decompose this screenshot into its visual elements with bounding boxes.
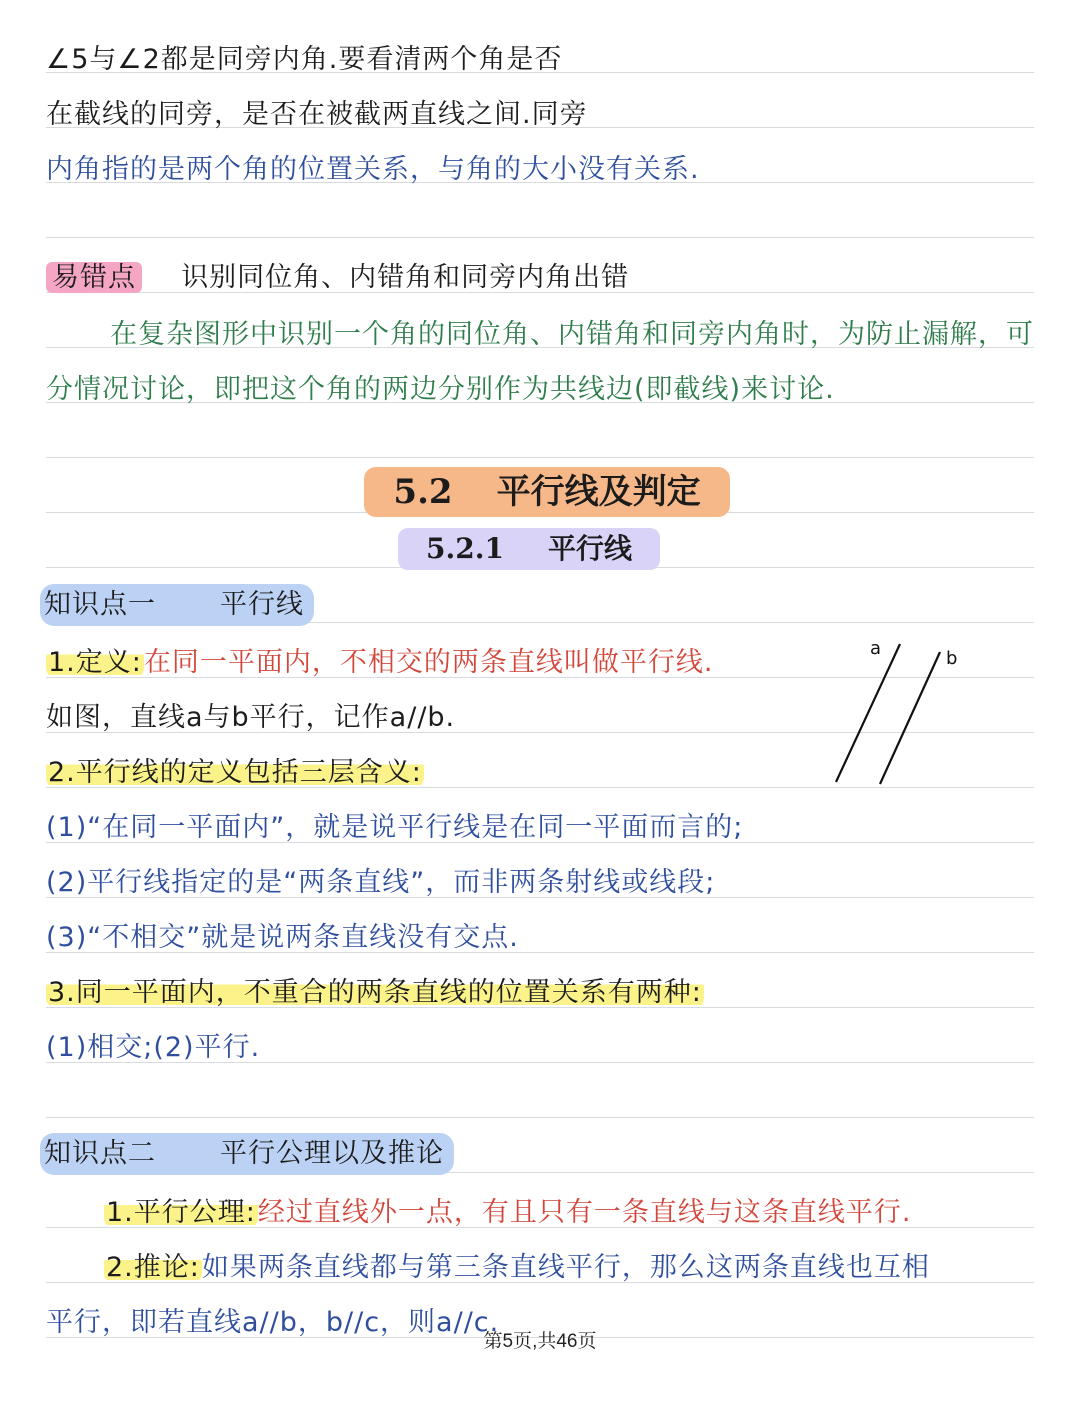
page-footer: 第5页,共46页 [483, 1331, 597, 1352]
pitfall-title: 识别同位角、内错角和同旁内角出错 [181, 262, 630, 293]
line-b [880, 652, 940, 784]
section-number: 5.2 [393, 472, 453, 512]
corollary-label: 2.推论: [106, 1252, 200, 1283]
meaning-1: (1)“在同一平面内”，就是说平行线是在同一平面而言的; [46, 812, 744, 843]
knowledge-point-1-tag [40, 584, 314, 626]
axiom-line [104, 1193, 911, 1233]
pitfall-label: 易错点 [46, 262, 142, 293]
label-a: a [870, 638, 882, 659]
meaning-2: (2)平行线指定的是“两条直线”，而非两条射线或线段; [46, 867, 716, 898]
section-title: 平行线及判定 [496, 472, 701, 512]
kp2-title: 平行公理以及推论 [220, 1138, 444, 1169]
axiom-label: 1.平行公理: [106, 1197, 256, 1228]
subsection-number: 5.2.1 [426, 532, 504, 565]
kp2-label: 知识点二 [44, 1138, 156, 1169]
ruled-line [46, 237, 1034, 238]
item-3-line [46, 973, 704, 1013]
ruled-line [46, 457, 1034, 458]
meaning-3: (3)“不相交”就是说两条直线没有交点. [46, 922, 519, 953]
pitfall-paragraph-2: 分情况讨论，即把这个角的两边分别作为共线边(即截线)来讨论. [46, 374, 835, 405]
section-heading [364, 467, 730, 517]
corollary-line-2: 平行，即若直线a//b，b//c，则a//c. [46, 1307, 500, 1338]
knowledge-point-2-tag [40, 1133, 454, 1175]
item-2-line [46, 753, 424, 793]
kp1-title: 平行线 [220, 589, 304, 620]
relation-line: (1)相交;(2)平行. [46, 1032, 261, 1063]
corollary-line [104, 1248, 930, 1288]
corollary-text: 如果两条直线都与第三条直线平行，那么这两条直线也互相 [201, 1252, 930, 1283]
subsection-heading [398, 528, 660, 570]
item-2-text: 2.平行线的定义包括三层含义: [48, 757, 422, 788]
parallel-lines-figure [820, 632, 970, 792]
subsection-title: 平行线 [547, 532, 632, 565]
label-b: b [946, 648, 958, 669]
example-line: 如图，直线a与b平行，记作a//b. [46, 702, 456, 733]
text-line-3: 内角指的是两个角的位置关系，与角的大小没有关系. [46, 154, 700, 185]
kp1-label: 知识点一 [44, 589, 156, 620]
axiom-text: 经过直线外一点，有且只有一条直线与这条直线平行. [257, 1197, 912, 1228]
text-line-1: ∠5与∠2都是同旁内角.要看清两个角是否 [46, 44, 563, 75]
pitfall-paragraph-1: 在复杂图形中识别一个角的同位角、内错角和同旁内角时，为防止漏解，可 [110, 319, 1034, 350]
pitfall-heading [46, 258, 629, 298]
ruled-line [46, 1117, 1034, 1118]
definition-line [46, 643, 713, 683]
definition-text: 在同一平面内，不相交的两条直线叫做平行线. [143, 647, 714, 678]
text-line-2: 在截线的同旁，是否在被截两直线之间.同旁 [46, 99, 588, 130]
item-3-text: 3.同一平面内，不重合的两条直线的位置关系有两种: [48, 977, 702, 1008]
definition-label: 1.定义: [48, 647, 142, 678]
